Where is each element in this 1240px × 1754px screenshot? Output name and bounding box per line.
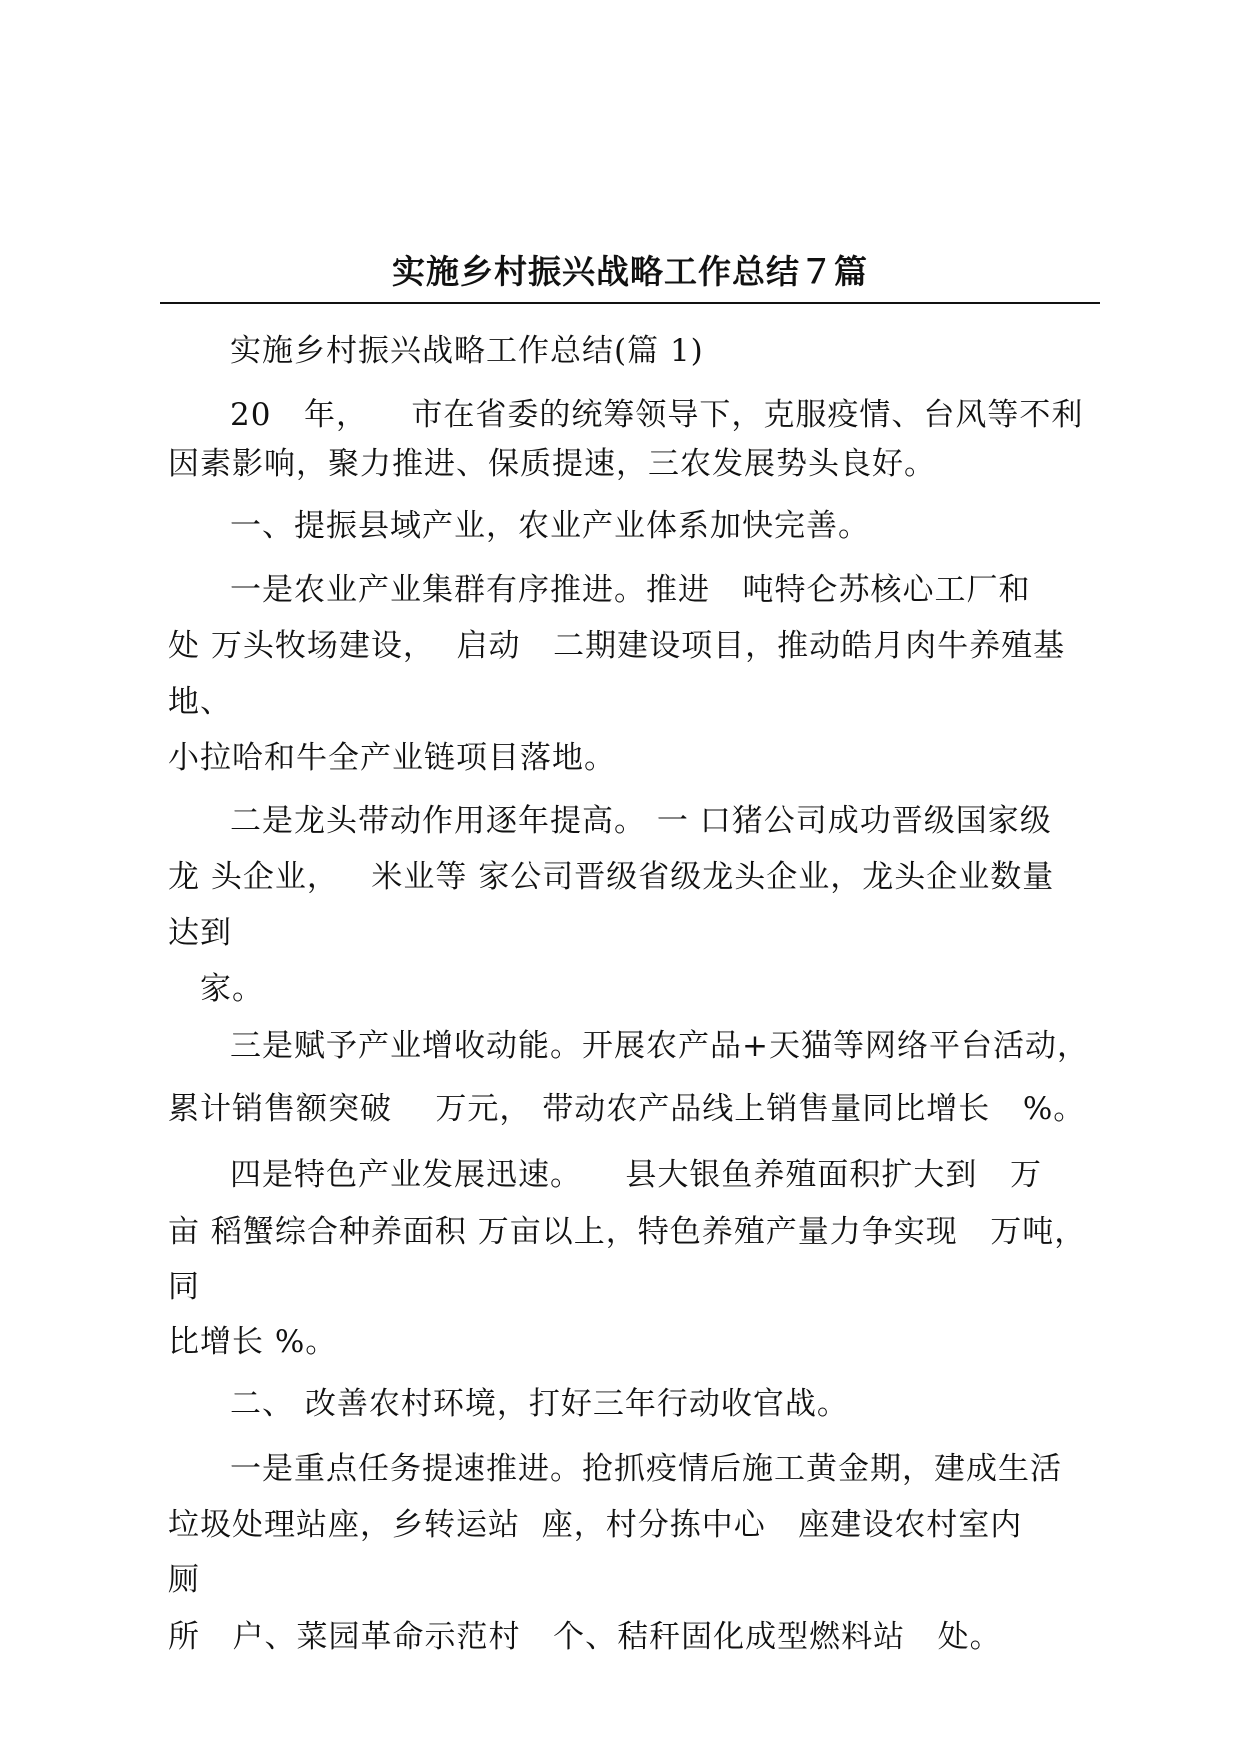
body-line: 所 户、菜园革命示范村 个、秸秆固化成型燃料站 处。 — [168, 1619, 1002, 1655]
body-line: 亩 稻蟹综合种养面积 万亩以上，特色养殖产量力争实现 万吨， — [168, 1214, 1087, 1250]
body-line: 一是农业产业集群有序推进。推进 吨特仑苏核心工厂和 — [230, 572, 1031, 608]
body-line: 同 — [168, 1269, 200, 1305]
body-line: 厕 — [168, 1562, 200, 1598]
body-line: 龙 头企业， 米业等 家公司晋级省级龙头企业，龙头企业数量 — [168, 859, 1055, 895]
body-line: 比增长 %。 — [168, 1324, 338, 1360]
body-line: 三是赋予产业增收动能。开展农产品+天猫等网络平台活动， — [230, 1028, 1089, 1064]
body-line: 地、 — [168, 684, 232, 720]
body-line: 四是特色产业发展迅速。 县大银鱼养殖面积扩大到 万 — [230, 1157, 1042, 1193]
body-line: 小拉哈和牛全产业链项目落地。 — [168, 740, 616, 776]
title-underline — [160, 302, 1100, 304]
body-line: 垃圾处理站座，乡转运站 座，村分拣中心 座建设农村室内 — [168, 1507, 1023, 1543]
body-line: 处 万头牧场建设， 启动 二期建设项目，推动皓月肉牛养殖基 — [168, 628, 1066, 664]
body-line: 一是重点任务提速推进。抢抓疫情后施工黄金期，建成生活 — [230, 1451, 1062, 1487]
section-heading: 实施乡村振兴战略工作总结(篇 1) — [230, 333, 704, 369]
body-line: 累计销售额突破 万元， 带动农产品线上销售量同比增长 %。 — [168, 1091, 1086, 1127]
body-line: 二是龙头带动作用逐年提高。 一 口猪公司成功晋级国家级 — [230, 803, 1052, 839]
body-line: 20 年， 市在省委的统筹领导下，克服疫情、台风等不利 — [230, 397, 1084, 433]
document-title: 实施乡村振兴战略工作总结７篇 — [392, 252, 868, 291]
body-line: 因素影响，聚力推进、保质提速，三农发展势头良好。 — [168, 446, 936, 482]
body-line: 家。 — [200, 971, 264, 1007]
body-line: 达到 — [168, 915, 232, 951]
section-heading: 二、 改善农村环境，打好三年行动收官战。 — [230, 1386, 849, 1422]
section-heading: 一、提振县域产业，农业产业体系加快完善。 — [230, 508, 870, 544]
